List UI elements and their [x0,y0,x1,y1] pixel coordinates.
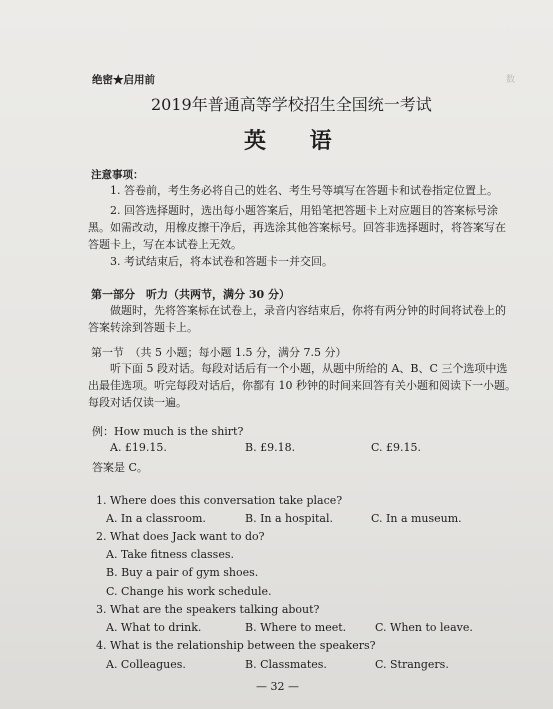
part1-body [88,302,506,336]
question-1: 1. Where does this conversation take place? [96,494,343,507]
question-1-option-c: C. In a museum. [371,512,462,525]
subject-title: 英 语 [244,128,350,154]
example-option-b: B. £9.18. [245,441,296,454]
question-3: 3. What are the speakers talking about? [96,603,320,616]
example-option-c: C. £9.15. [371,441,422,454]
question-1-option-b: B. In a hospital. [245,512,333,525]
part1-line: 答案转涂到答题卡上。 [88,321,198,334]
question-2-option-a: A. Take fitness classes. [106,548,234,561]
notes-heading: 注意事项： [91,169,144,181]
section1-line: 出最佳选项。听完每段对话后，你都有 10 秒钟的时间来回答有关小题和阅读下一小题。 [88,379,516,392]
question-2-option-c: C. Change his work schedule. [106,585,272,598]
note-line: 1. 答卷前，考生务必将自己的姓名、考生号等填写在答题卡和试卷指定位置上。 [110,184,498,197]
page-number: — 32 — [256,680,299,693]
section1-heading: 第一节 （共 5 小题；每小题 1.5 分，满分 7.5 分） [91,346,347,359]
question-4-option-c: C. Strangers. [375,658,449,671]
part1-line: 做题时，先将答案标在试卷上，录音内容结束后，你将有两分钟的时间将试卷上的 [110,304,506,317]
note-line: 黑。如需改动，用橡皮擦干净后，再选涂其他答案标号。回答非选择题时，将答案写在 [88,221,506,234]
note-line: 3. 考试结束后，将本试卷和答题卡一并交回。 [110,255,333,268]
section1-line: 每段对话仅读一遍。 [88,396,187,409]
question-3-option-a: A. What to drink. [106,621,202,634]
note-line: 2. 回答选择题时，选出每小题答案后，用铅笔把答题卡上对应题目的答案标号涂 [110,204,498,217]
question-4: 4. What is the relationship between the speakers? [96,639,376,652]
question-4-option-a: A. Colleagues. [106,658,186,671]
section1-body [88,360,516,411]
note-line: 答题卡上，写在本试卷上无效。 [88,238,242,251]
question-3-option-c: C. When to leave. [375,621,473,634]
exam-title: 2019年普通高等学校招生全国统一考试 [151,95,432,114]
section1-line: 听下面 5 段对话。每段对话后有一个小题，从题中所给的 A、B、C 三个选项中选 [110,362,508,375]
question-3-option-b: B. Where to meet. [245,621,347,634]
part1-heading: 第一部分 听力（共两节，满分 30 分） [91,288,290,301]
question-2: 2. What does Jack want to do? [96,530,265,543]
example-answer: 答案是 C。 [92,461,148,474]
question-1-option-a: A. In a classroom. [106,512,206,525]
example-question: 例：How much is the shirt? [92,425,244,438]
notes-body [88,182,506,270]
question-2-option-b: B. Buy a pair of gym shoes. [106,566,259,579]
example-option-a: A. £19.15. [110,441,167,454]
question-4-option-b: B. Classmates. [245,658,327,671]
bleed-through-text: 数 [506,75,516,85]
confidential-label: 绝密★启用前 [92,74,155,86]
